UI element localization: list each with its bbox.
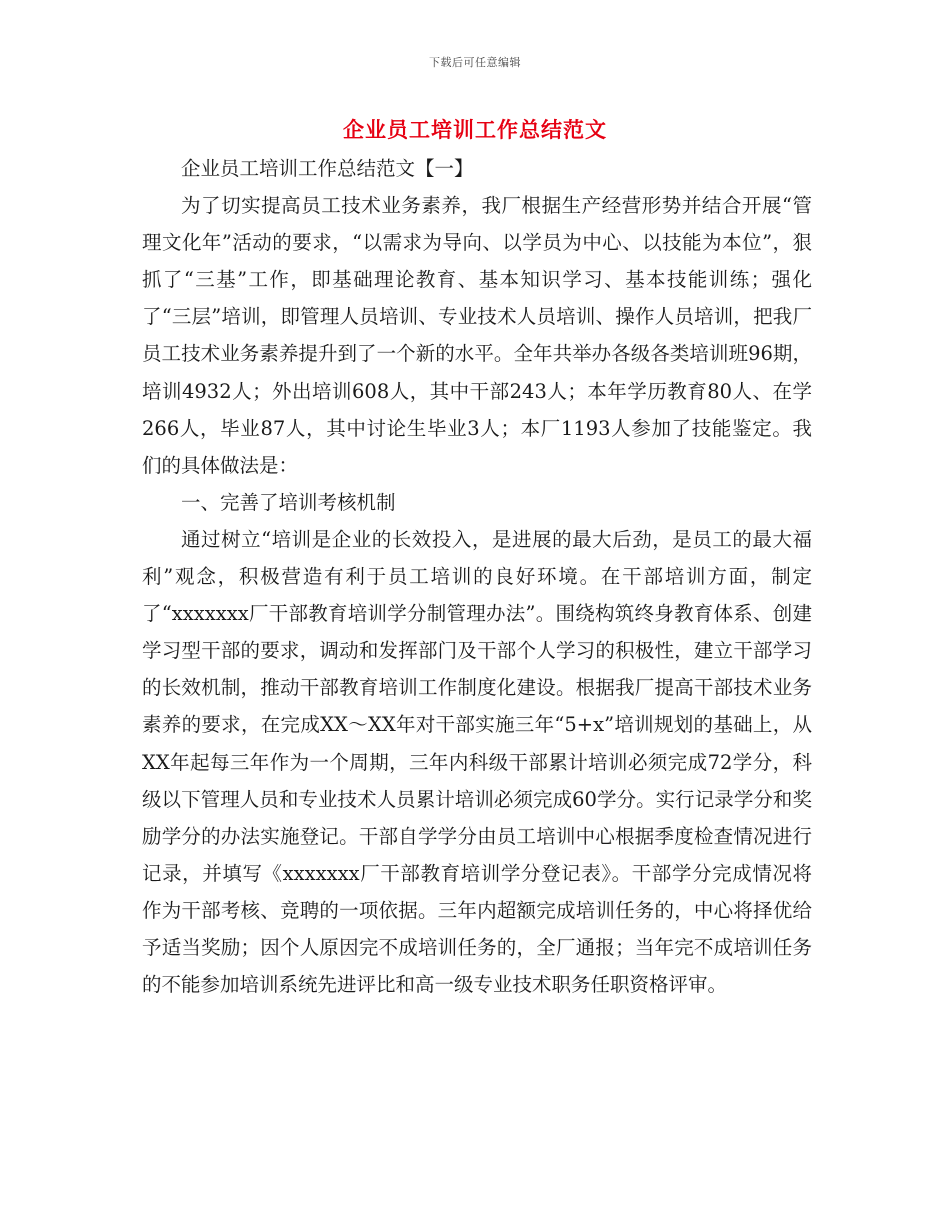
document-body — [142, 150, 812, 1003]
section-heading: 企业员工培训工作总结范文【一】 — [181, 157, 474, 180]
body-paragraph: 为了切实提高员工技术业务素养，我厂根据生产经营形势并结合开展“管理文化年”活动的要求，“以需求为导向、以学员为中心、以技能为本位”，狠抓了“三基”工作，即基础理论教育、基本知识学习、基本技能训练；强化了“三层”培训，即管理人员培训、专业技术人员培训、操作人员培训，把我厂员工技术业务素养提升到了一个新的水平。全年共举办各级各类培训班96期，培训4932人；外出培训608人，其中干部243人；本年学历教育80人、在学266人，毕业87人，其中讨论生毕业3人；本厂1193人参加了技能鉴定。我们的具体做法是： — [142, 194, 812, 477]
body-paragraph: 通过树立“培训是企业的长效投入，是进展的最大后劲，是员工的最大福利”观念，积极营造有利于员工培训的良好环境。在干部培训方面，制定了“xxxxxxx厂干部教育培训学分制管理办法”。围绕构筑终身教育体系、创建学习型干部的要求，调动和发挥部门及干部个人学习的积极性，建立干部学习的长效机制，推动干部教育培训工作制度化建设。根据我厂提高干部技术业务素养的要求，在完成XX～XX年对干部实施三年“5+x”培训规划的基础上，从XX年起每三年作为一个周期，三年内科级干部累计培训必须完成72学分，科级以下管理人员和专业技术人员累计培训必须完成60学分。实行记录学分和奖励学分的办法实施登记。干部自学学分由员工培训中心根据季度检查情况进行记录，并填写《xxxxxxx厂干部教育培训学分登记表》。干部学分完成情况将作为干部考核、竞聘的一项依据。三年内超额完成培训任务的，中心将择优给予适当奖励；因个人原因完不成培训任务的，全厂通报；当年完不成培训任务的不能参加培训系统先进评比和高一级专业技术职务任职资格评审。 — [142, 527, 812, 997]
subsection-heading: 一、完善了培训考核机制 — [181, 490, 396, 514]
header-note: 下载后可任意编辑 — [429, 56, 521, 69]
document-title: 企业员工培训工作总结范文 — [343, 117, 607, 142]
